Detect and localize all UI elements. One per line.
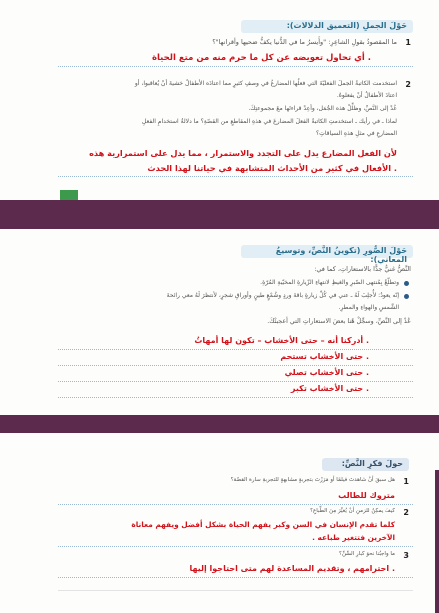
- page-edge-band: [435, 470, 439, 613]
- answer-line: [58, 397, 413, 398]
- s3-q1-question: هل سبقَ أنْ شاهدتَ فيلمًا أو مَرَرْتَ بتجربةٍ مشابهةٍ للتجربةِ سارة القصّة؟: [230, 477, 395, 483]
- s3-q3-question: ما واجبُنا نحوَ كبارِ السِّنِّ؟: [339, 551, 395, 557]
- green-tab-marker: [60, 190, 78, 200]
- answer-line: [58, 349, 413, 350]
- q2-text-line-2: اعتادَ الأطفالُ أنْ يفعلوهُ.: [336, 92, 397, 99]
- section-3-header: حولَ فكرِ النَّصِّ:: [322, 458, 409, 471]
- answer-line: [58, 577, 413, 578]
- bullet-1-text: وتطلّعُ بِمُنتهى الصّبرِ والغيظِ لانتهاءِ الزّيارةِ المخيّبةِ المُرّةِ.: [260, 279, 399, 286]
- q2-text-line-5: المضارعِ في مثلِ هذهِ السياقاتِ؟: [315, 130, 397, 137]
- metaphor-answer-3: . حتى الأخشاب تصلي: [284, 368, 369, 377]
- section-1-header: حَوْلَ الجملِ (التعميق الدلالات):: [241, 20, 413, 33]
- page-separator-band: [0, 415, 439, 433]
- metaphor-answer-1: . أدركنا أنه – حتى الأخشاب – تكون لها أمهاتُ: [194, 336, 369, 345]
- answer-line: [58, 66, 413, 67]
- s3-q1-answer: متروك للطالب: [338, 491, 395, 500]
- s3-q1-number: 1: [403, 477, 409, 486]
- s3-q3-answer: . احترامهم ، وتقديم المساعدة لهم متى احتاجوا إليها: [189, 564, 395, 573]
- s3-q2-answer-line-1: كلما تقدم الإنسان في السن وكبر يفهم الحياة بشكل أفضل ويفهم معاناة: [131, 520, 395, 529]
- q1-question: ما المقصودُ بقولِ الشاعِرِ: "وأَيسرُ ما في الدُّنيا يكفُّ ضحيها وأقرانها"؟: [212, 38, 397, 46]
- q2-answer-line-2: . الأفعال في كثير من الأحداث المتشابهة في حياتنا لهذا الحدث: [147, 163, 397, 173]
- metaphor-answer-2: . حتى الأخشاب تستحم: [280, 352, 369, 361]
- q1-number: 1: [405, 38, 411, 47]
- q2-text-line-3: عُدْ إلى النَّصِّ، وظلِّلْ هذه الجُمَل، وأعِدْ قراءتَها معَ مجموعتِكَ.: [248, 105, 397, 112]
- bullet-2-line-1: إنّه يعودُ: لأُجلِبَ لَهُ ـ عني في كُلِّ زيارةٍ باقةَ وردٍ وشُمْعٍ طينٍ وأوراقِ شجرٍ، لأنتظرَ لَهُ معي رائحةَ: [166, 292, 399, 299]
- answer-line: [58, 365, 413, 366]
- s3-q2-number: 2: [403, 508, 409, 517]
- bullet-icon: [404, 294, 409, 299]
- q1-answer: . أي تحاول تعويضه عن كل ما حرم منه من متع الحياة: [151, 53, 371, 63]
- s3-q2-answer-line-2: الآخرين فتتغير طباعه .: [312, 533, 395, 542]
- section-2-instruction: عُدْ إلى النَّصِّ، وسجِّلْ هُنا بعضَ الاستعاراتِ التي أعجبتْكَ.: [267, 318, 411, 325]
- page-separator-band: [0, 200, 439, 229]
- q2-text-line-1: استخدمت الكاتبةُ الجملَ الفعليّةَ التي فعلُها المضارعُ في وصفِ كثيرٍ مما اعتادَه الأطفالُ خشيةَ أنْ يُعاقبوا، أو: [134, 80, 397, 87]
- bullet-icon: [404, 281, 409, 286]
- bullet-2-line-2: الشَّمسِ والهواءِ والمطرِ.: [338, 304, 399, 311]
- answer-line: [58, 504, 413, 505]
- section-2-intro: النَّصُّ غنيٌّ جدًّا بالاستعاراتِ، كما في:: [314, 265, 411, 273]
- section-2-header: حَوْلَ الصُّورِ (تكوينُ النَّصِّ، وتوسيعُ المعاني):: [241, 245, 413, 258]
- answer-line: [58, 546, 413, 547]
- s3-q2-question: كيفَ يمكِنُ للزمنِ أنْ يُغيِّرَ مِنَ الطِّباعِ؟: [310, 508, 395, 514]
- q2-text-line-4: لماذا ـ في رأيك ـ استخدمتِ الكاتبةُ الفعلَ المضارعَ في هذهِ المقاطعِ من القصّةِ؟ ما دلالةُ استخدامِ الفعلِ: [141, 118, 397, 125]
- answer-line: [58, 590, 413, 591]
- s3-q3-number: 3: [403, 551, 409, 560]
- q2-number: 2: [405, 80, 411, 89]
- metaphor-answer-4: . حتى الأخشاب تكبر: [290, 384, 369, 393]
- answer-line: [58, 176, 413, 177]
- answer-line: [58, 381, 413, 382]
- q2-answer-line-1: لأن الفعل المضارع يدل على التجدد والاستمرار ، مما يدل على استمرارية هذه: [89, 148, 397, 158]
